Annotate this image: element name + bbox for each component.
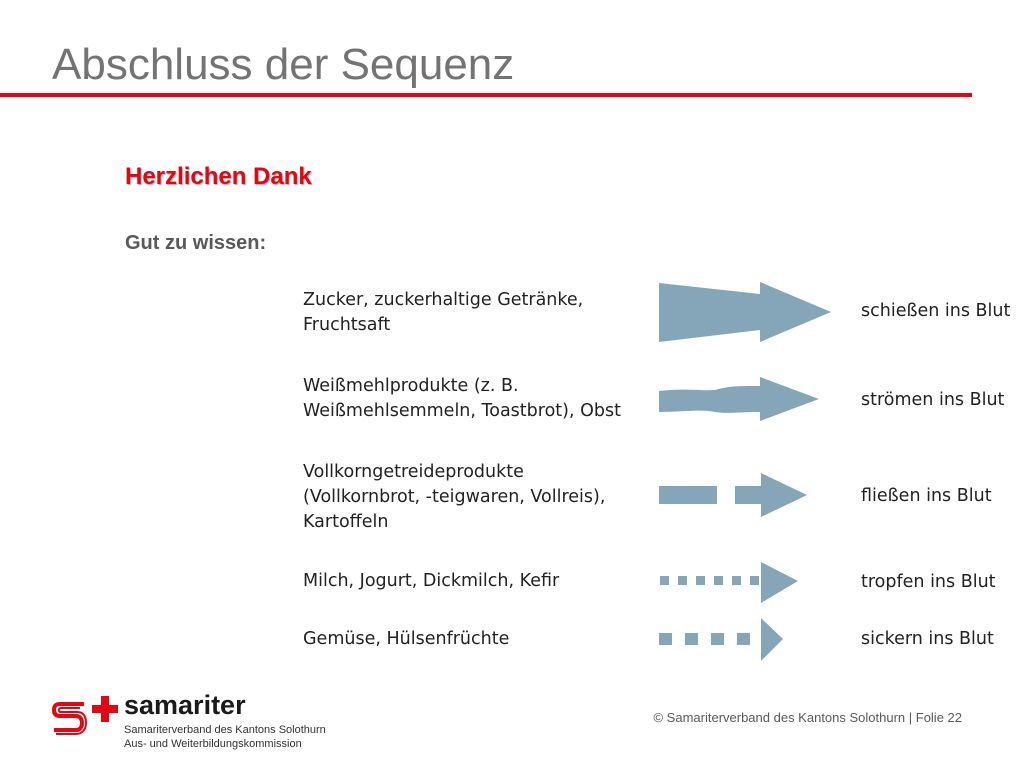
food-label-sugar: Zucker, zuckerhaltige Getränke, Fruchtsaft xyxy=(303,290,584,335)
food-label-white-flour: Weißmehlprodukte (z. B. Weißmehlsemmeln, Toastbrot), Obst xyxy=(303,376,621,421)
effect-label-shoot: schießen ins Blut xyxy=(861,301,1011,321)
intro-text: Gut zu wissen: xyxy=(125,232,267,254)
logo-commission-line: Aus- und Weiterbildungskommission xyxy=(124,738,302,750)
samariter-logo xyxy=(52,690,352,754)
slide-title: Abschluss der Sequenz xyxy=(52,40,515,89)
dotted-arrow-icon xyxy=(655,560,835,606)
logo-org-line: Samariterverband des Kantons Solothurn xyxy=(124,724,326,736)
samariter-logo-icon xyxy=(52,696,122,736)
dashed-arrow-icon xyxy=(655,470,835,520)
wedge-arrow-icon xyxy=(655,280,835,346)
footer-copyright: © Samariterverband des Kantons Solothurn | Folie 22 xyxy=(653,710,962,725)
logo-wordmark: samariter xyxy=(124,690,246,720)
effect-label-seep: sickern ins Blut xyxy=(861,629,994,649)
sparse-dotted-arrow-icon xyxy=(655,616,835,662)
slide-subtitle: Herzlichen Dank xyxy=(125,163,312,190)
effect-label-drip: tropfen ins Blut xyxy=(861,572,996,592)
effect-label-flow: fließen ins Blut xyxy=(861,486,992,506)
solid-arrow-icon xyxy=(655,374,835,424)
food-label-vegetables: Gemüse, Hülsenfrüchte xyxy=(303,629,510,649)
effect-label-stream: strömen ins Blut xyxy=(861,390,1005,410)
food-label-wholegrain: Vollkorngetreideprodukte (Vollkornbrot, -teigwaren, Vollreis), Kartoffeln xyxy=(303,462,606,532)
food-label-dairy: Milch, Jogurt, Dickmilch, Kefir xyxy=(303,571,560,591)
